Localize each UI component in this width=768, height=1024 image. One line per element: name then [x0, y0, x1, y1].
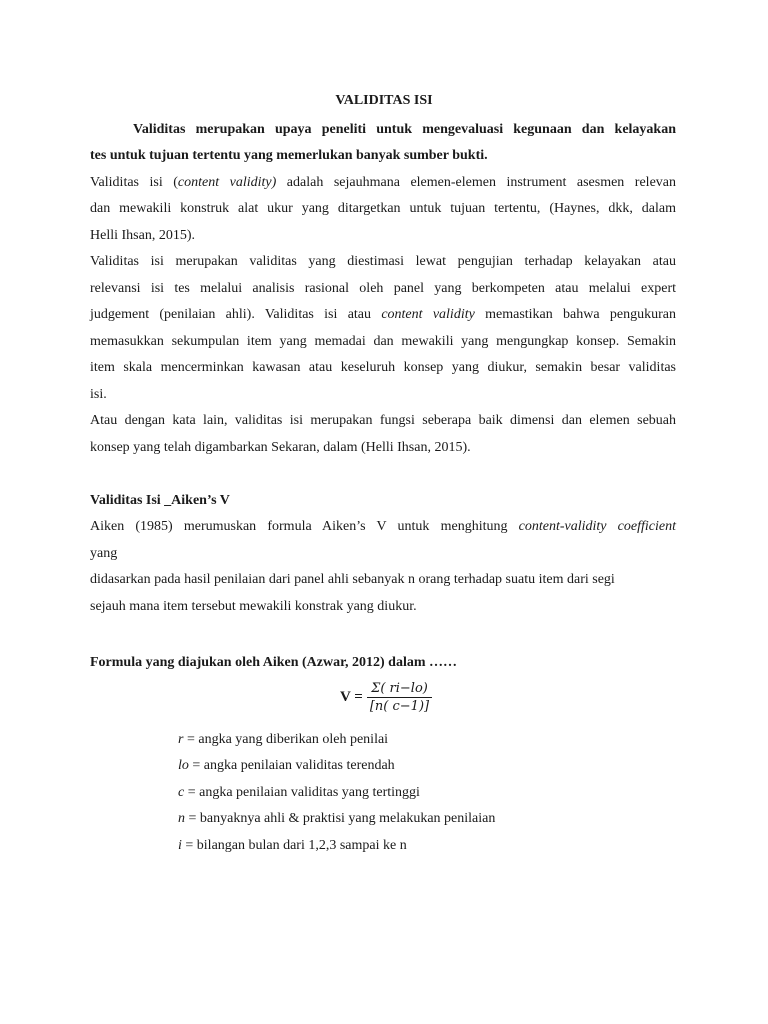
para4-line-1: Aiken (1985) merumuskan formula Aiken’s V untuk menghitung content-validity coefficient [90, 519, 676, 534]
intro-line-2: tes untuk tujuan tertentu yang memerlukan banyak sumber bukti. [90, 148, 488, 163]
document-title: VALIDITAS ISI [335, 93, 433, 108]
para2-line-3: judgement (penilaian ahli). Validitas isi atau content validity memastikan bahwa pengukuran [90, 307, 676, 322]
definition-i: i = bilangan bulan dari 1,2,3 sampai ke n [178, 838, 407, 853]
definition-lo: lo = angka penilaian validitas terendah [178, 758, 395, 773]
para3-line-1: Atau dengan kata lain, validitas isi merupakan fungsi seberapa baik dimensi dan elemen sebuah [90, 413, 676, 428]
para2-line-1: Validitas isi merupakan validitas yang diestimasi lewat pengujian terhadap kelayakan atau [90, 254, 676, 269]
para2-line-6: isi. [90, 387, 107, 402]
section-heading-aikens-v: Validitas Isi _Aiken’s V [90, 493, 230, 508]
para4-line-4: sejauh mana item tersebut mewakili konstrak yang diukur. [90, 599, 417, 614]
para1-line-1: Validitas isi (content validity) adalah sejauhmana elemen-elemen instrument asesmen relevan [90, 175, 677, 190]
definition-n: n = banyaknya ahli & praktisi yang melakukan penilaian [178, 811, 496, 826]
para2-line-4: memasukkan sekumpulan item yang memadai dan mewakili yang mengungkap konsep. Semakin [90, 334, 676, 349]
para4-line-2: yang [90, 546, 118, 561]
para2-line-2: relevansi isi tes melalui analisis rasional oleh panel yang berkompeten atau melalui expert [90, 281, 676, 296]
formula-denominator: [n( c−1)] [367, 697, 432, 714]
para1-line-2: dan mewakili konstruk alat ukur yang ditargetkan untuk tujuan tertentu, (Haynes, dkk, dalam [90, 201, 676, 216]
para1-line-3: Helli Ihsan, 2015). [90, 228, 195, 243]
definition-c: c = angka penilaian validitas yang tertinggi [178, 785, 420, 800]
formula-heading: Formula yang diajukan oleh Aiken (Azwar, 2012) dalam …… [90, 655, 458, 670]
para3-line-2: konsep yang telah digambarkan Sekaran, dalam (Helli Ihsan, 2015). [90, 440, 471, 455]
formula-fraction [367, 681, 432, 714]
intro-line-1: Validitas merupakan upaya peneliti untuk mengevaluasi kegunaan dan kelayakan [133, 122, 676, 137]
aiken-v-formula [340, 681, 432, 714]
definition-r: r = angka yang diberikan oleh penilai [178, 732, 389, 747]
para2-line-5: item skala mencerminkan kawasan atau keseluruh konsep yang diukur, semakin besar validitas [90, 360, 676, 375]
formula-lhs: V = [340, 689, 363, 705]
formula-numerator: Σ( ri−lo) [371, 681, 428, 696]
para4-line-3: didasarkan pada hasil penilaian dari panel ahli sebanyak n orang terhadap suatu item dari segi [90, 572, 615, 587]
